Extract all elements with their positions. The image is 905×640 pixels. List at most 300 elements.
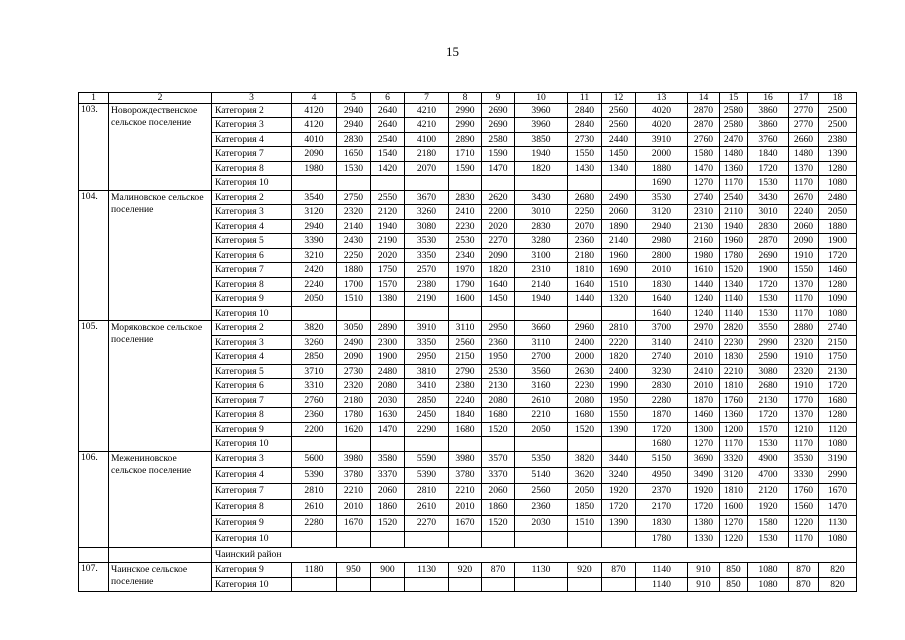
value-cell bbox=[602, 531, 636, 547]
value-cell: 2150 bbox=[819, 335, 857, 350]
value-cell: 1590 bbox=[482, 147, 515, 162]
value-cell: 1720 bbox=[688, 499, 720, 515]
value-cell: 4020 bbox=[636, 118, 688, 133]
value-cell: 3240 bbox=[602, 467, 636, 483]
category-cell: Категория 5 bbox=[212, 234, 292, 249]
value-cell: 1680 bbox=[568, 408, 602, 423]
value-cell: 1520 bbox=[720, 263, 748, 278]
value-cell: 1330 bbox=[688, 531, 720, 547]
value-cell: 2110 bbox=[720, 205, 748, 220]
category-cell: Категория 10 bbox=[212, 437, 292, 452]
category-cell: Категория 2 bbox=[212, 190, 292, 205]
category-cell: Категория 10 bbox=[212, 176, 292, 191]
value-cell: 1080 bbox=[819, 437, 857, 452]
value-cell: 1680 bbox=[819, 393, 857, 408]
value-cell: 1900 bbox=[819, 234, 857, 249]
value-cell: 5150 bbox=[636, 451, 688, 467]
value-cell: 2760 bbox=[292, 393, 337, 408]
value-cell: 2830 bbox=[449, 190, 482, 205]
value-cell: 2670 bbox=[789, 190, 819, 205]
value-cell: 1460 bbox=[688, 408, 720, 423]
value-cell: 3530 bbox=[636, 190, 688, 205]
category-cell: Категория 3 bbox=[212, 335, 292, 350]
value-cell: 2940 bbox=[636, 219, 688, 234]
value-cell: 3350 bbox=[405, 335, 449, 350]
value-cell: 2380 bbox=[819, 132, 857, 147]
value-cell: 2800 bbox=[636, 248, 688, 263]
value-cell: 3850 bbox=[515, 132, 568, 147]
category-cell: Категория 2 bbox=[212, 321, 292, 336]
value-cell: 2850 bbox=[292, 350, 337, 365]
value-cell: 3370 bbox=[482, 467, 515, 483]
value-cell: 1680 bbox=[482, 408, 515, 423]
value-cell: 3980 bbox=[449, 451, 482, 467]
value-cell: 3670 bbox=[405, 190, 449, 205]
value-cell: 5350 bbox=[515, 451, 568, 467]
row-number: 107. bbox=[79, 563, 109, 592]
table-row bbox=[79, 451, 857, 467]
value-cell: 1820 bbox=[602, 350, 636, 365]
value-cell: 2060 bbox=[789, 219, 819, 234]
value-cell: 1980 bbox=[292, 161, 337, 176]
value-cell bbox=[337, 577, 371, 592]
value-cell: 3980 bbox=[337, 451, 371, 467]
value-cell: 2700 bbox=[515, 350, 568, 365]
value-cell bbox=[405, 176, 449, 191]
value-cell: 1270 bbox=[688, 437, 720, 452]
value-cell: 2230 bbox=[449, 219, 482, 234]
value-cell: 1720 bbox=[748, 408, 789, 423]
value-cell: 3530 bbox=[789, 451, 819, 467]
value-cell: 2730 bbox=[337, 364, 371, 379]
value-cell: 1720 bbox=[748, 277, 789, 292]
value-cell: 2590 bbox=[748, 350, 789, 365]
value-cell: 1990 bbox=[602, 379, 636, 394]
value-cell: 2200 bbox=[482, 205, 515, 220]
category-cell: Категория 3 bbox=[212, 451, 292, 467]
value-cell: 1340 bbox=[602, 161, 636, 176]
value-cell: 2560 bbox=[515, 483, 568, 499]
category-cell: Категория 4 bbox=[212, 467, 292, 483]
value-cell: 3820 bbox=[568, 451, 602, 467]
value-cell: 2270 bbox=[405, 515, 449, 531]
value-cell: 1520 bbox=[482, 515, 515, 531]
value-cell: 1520 bbox=[568, 422, 602, 437]
value-cell: 870 bbox=[789, 563, 819, 578]
value-cell: 2570 bbox=[405, 263, 449, 278]
category-cell: Категория 9 bbox=[212, 563, 292, 578]
value-cell: 2210 bbox=[720, 364, 748, 379]
value-cell: 2950 bbox=[405, 350, 449, 365]
value-cell: 4010 bbox=[292, 132, 337, 147]
value-cell: 1910 bbox=[789, 350, 819, 365]
value-cell: 920 bbox=[568, 563, 602, 578]
value-cell: 2760 bbox=[688, 132, 720, 147]
column-header: 4 bbox=[292, 93, 337, 104]
value-cell: 1880 bbox=[636, 161, 688, 176]
value-cell: 2250 bbox=[568, 205, 602, 220]
value-cell bbox=[568, 577, 602, 592]
value-cell: 1370 bbox=[789, 408, 819, 423]
value-cell: 2210 bbox=[515, 408, 568, 423]
value-cell bbox=[568, 306, 602, 321]
value-cell: 1380 bbox=[371, 292, 405, 307]
value-cell: 2980 bbox=[636, 234, 688, 249]
value-cell: 1530 bbox=[748, 292, 789, 307]
value-cell: 2120 bbox=[748, 483, 789, 499]
value-cell: 870 bbox=[602, 563, 636, 578]
value-cell bbox=[405, 577, 449, 592]
value-cell: 3330 bbox=[789, 467, 819, 483]
value-cell: 2560 bbox=[602, 118, 636, 133]
value-cell: 1280 bbox=[819, 161, 857, 176]
value-cell: 3550 bbox=[748, 321, 789, 336]
value-cell: 3910 bbox=[636, 132, 688, 147]
value-cell: 2090 bbox=[482, 248, 515, 263]
value-cell: 1240 bbox=[688, 306, 720, 321]
value-cell bbox=[371, 531, 405, 547]
value-cell: 3490 bbox=[688, 467, 720, 483]
value-cell: 2940 bbox=[337, 118, 371, 133]
column-header: 11 bbox=[568, 93, 602, 104]
value-cell: 2890 bbox=[371, 321, 405, 336]
value-cell: 2150 bbox=[449, 350, 482, 365]
category-cell: Категория 6 bbox=[212, 248, 292, 263]
value-cell: 2830 bbox=[337, 132, 371, 147]
value-cell bbox=[515, 577, 568, 592]
value-cell: 2810 bbox=[405, 483, 449, 499]
value-cell: 1130 bbox=[819, 515, 857, 531]
value-cell: 1720 bbox=[748, 161, 789, 176]
value-cell: 2770 bbox=[789, 118, 819, 133]
value-cell: 3230 bbox=[636, 364, 688, 379]
value-cell bbox=[449, 531, 482, 547]
value-cell: 1170 bbox=[789, 437, 819, 452]
value-cell: 1860 bbox=[482, 499, 515, 515]
value-cell: 2870 bbox=[688, 118, 720, 133]
value-cell: 1830 bbox=[636, 277, 688, 292]
value-cell: 3080 bbox=[405, 219, 449, 234]
value-cell: 3440 bbox=[602, 451, 636, 467]
category-cell: Категория 5 bbox=[212, 364, 292, 379]
value-cell: 1890 bbox=[602, 219, 636, 234]
value-cell: 910 bbox=[688, 563, 720, 578]
settlement-name: Новорождественское сельское поселение bbox=[109, 103, 212, 190]
value-cell: 5390 bbox=[292, 467, 337, 483]
value-cell: 3430 bbox=[515, 190, 568, 205]
value-cell: 1910 bbox=[789, 379, 819, 394]
value-cell: 2010 bbox=[337, 499, 371, 515]
column-header: 12 bbox=[602, 93, 636, 104]
column-header: 7 bbox=[405, 93, 449, 104]
value-cell: 1830 bbox=[636, 515, 688, 531]
value-cell: 2530 bbox=[449, 234, 482, 249]
value-cell: 1880 bbox=[819, 219, 857, 234]
value-cell: 2340 bbox=[449, 248, 482, 263]
value-cell: 2400 bbox=[602, 364, 636, 379]
value-cell: 1170 bbox=[720, 437, 748, 452]
value-cell: 1080 bbox=[819, 176, 857, 191]
value-cell: 3140 bbox=[636, 335, 688, 350]
value-cell: 2240 bbox=[449, 393, 482, 408]
value-cell: 3100 bbox=[515, 248, 568, 263]
value-cell: 3120 bbox=[636, 205, 688, 220]
value-cell: 3700 bbox=[636, 321, 688, 336]
value-cell: 1950 bbox=[482, 350, 515, 365]
settlement-name: Малиновское сельское поселение bbox=[109, 190, 212, 321]
value-cell: 1960 bbox=[720, 234, 748, 249]
value-cell: 2940 bbox=[292, 219, 337, 234]
value-cell: 2020 bbox=[371, 248, 405, 263]
value-cell: 2690 bbox=[748, 248, 789, 263]
value-cell: 1620 bbox=[337, 422, 371, 437]
value-cell: 1810 bbox=[720, 483, 748, 499]
value-cell: 2210 bbox=[449, 483, 482, 499]
table-row bbox=[79, 190, 857, 205]
category-cell: Категория 10 bbox=[212, 306, 292, 321]
value-cell bbox=[371, 306, 405, 321]
value-cell: 2410 bbox=[449, 205, 482, 220]
value-cell: 1570 bbox=[748, 422, 789, 437]
value-cell: 2210 bbox=[337, 483, 371, 499]
value-cell bbox=[482, 176, 515, 191]
value-cell bbox=[568, 176, 602, 191]
value-cell: 2950 bbox=[482, 321, 515, 336]
column-header: 5 bbox=[337, 93, 371, 104]
value-cell: 1420 bbox=[371, 161, 405, 176]
row-number: 105. bbox=[79, 321, 109, 452]
value-cell: 3050 bbox=[337, 321, 371, 336]
value-cell: 2310 bbox=[688, 205, 720, 220]
value-cell: 2020 bbox=[482, 219, 515, 234]
column-header: 6 bbox=[371, 93, 405, 104]
value-cell: 2140 bbox=[337, 219, 371, 234]
value-cell: 1470 bbox=[482, 161, 515, 176]
category-cell: Категория 9 bbox=[212, 292, 292, 307]
value-cell bbox=[405, 531, 449, 547]
value-cell: 4020 bbox=[636, 103, 688, 118]
settlement-name: Чаинское сельское поселение bbox=[109, 563, 212, 592]
value-cell: 1600 bbox=[720, 499, 748, 515]
value-cell: 2500 bbox=[819, 103, 857, 118]
column-header: 2 bbox=[109, 93, 212, 104]
value-cell: 2580 bbox=[720, 118, 748, 133]
value-cell: 2610 bbox=[515, 393, 568, 408]
value-cell: 1540 bbox=[371, 147, 405, 162]
column-header: 18 bbox=[819, 93, 857, 104]
value-cell: 1280 bbox=[819, 277, 857, 292]
value-cell: 1670 bbox=[449, 515, 482, 531]
value-cell: 2620 bbox=[482, 190, 515, 205]
value-cell: 1170 bbox=[789, 292, 819, 307]
value-cell: 1530 bbox=[748, 306, 789, 321]
value-cell: 2320 bbox=[789, 364, 819, 379]
value-cell bbox=[371, 437, 405, 452]
value-cell: 2490 bbox=[337, 335, 371, 350]
value-cell: 870 bbox=[789, 577, 819, 592]
value-cell: 1270 bbox=[688, 176, 720, 191]
value-cell: 2630 bbox=[568, 364, 602, 379]
value-cell: 1920 bbox=[602, 483, 636, 499]
category-cell: Категория 7 bbox=[212, 263, 292, 278]
value-cell: 1170 bbox=[720, 176, 748, 191]
value-cell: 1390 bbox=[602, 515, 636, 531]
value-cell: 2300 bbox=[371, 335, 405, 350]
value-cell: 2580 bbox=[720, 103, 748, 118]
value-cell: 2090 bbox=[337, 350, 371, 365]
value-cell: 2560 bbox=[602, 103, 636, 118]
value-cell: 1780 bbox=[636, 531, 688, 547]
value-cell: 2660 bbox=[789, 132, 819, 147]
value-cell: 1480 bbox=[789, 147, 819, 162]
value-cell: 2320 bbox=[337, 379, 371, 394]
value-cell: 2740 bbox=[819, 321, 857, 336]
value-cell: 1960 bbox=[602, 248, 636, 263]
tariff-table bbox=[78, 92, 857, 592]
value-cell: 1640 bbox=[636, 306, 688, 321]
value-cell: 4120 bbox=[292, 103, 337, 118]
value-cell bbox=[371, 176, 405, 191]
value-cell: 2410 bbox=[688, 335, 720, 350]
value-cell: 2090 bbox=[789, 234, 819, 249]
value-cell: 2480 bbox=[371, 364, 405, 379]
value-cell: 1630 bbox=[371, 408, 405, 423]
value-cell: 1170 bbox=[789, 531, 819, 547]
value-cell: 1210 bbox=[789, 422, 819, 437]
value-cell: 1640 bbox=[568, 277, 602, 292]
value-cell: 1440 bbox=[568, 292, 602, 307]
value-cell: 950 bbox=[337, 563, 371, 578]
value-cell: 2280 bbox=[292, 515, 337, 531]
value-cell: 2610 bbox=[405, 499, 449, 515]
value-cell: 2990 bbox=[819, 467, 857, 483]
category-cell: Категория 9 bbox=[212, 422, 292, 437]
value-cell: 3690 bbox=[688, 451, 720, 467]
value-cell: 3780 bbox=[449, 467, 482, 483]
value-cell: 3580 bbox=[371, 451, 405, 467]
category-cell: Категория 9 bbox=[212, 515, 292, 531]
value-cell: 2190 bbox=[371, 234, 405, 249]
category-cell: Категория 4 bbox=[212, 350, 292, 365]
value-cell: 1900 bbox=[371, 350, 405, 365]
value-cell: 1720 bbox=[636, 422, 688, 437]
column-header: 9 bbox=[482, 93, 515, 104]
value-cell: 1340 bbox=[720, 277, 748, 292]
value-cell: 4900 bbox=[748, 451, 789, 467]
value-cell: 2050 bbox=[292, 292, 337, 307]
value-cell: 2030 bbox=[515, 515, 568, 531]
value-cell: 3190 bbox=[819, 451, 857, 467]
value-cell bbox=[337, 176, 371, 191]
value-cell: 1550 bbox=[568, 147, 602, 162]
value-cell: 5140 bbox=[515, 467, 568, 483]
value-cell: 3310 bbox=[292, 379, 337, 394]
header-row bbox=[79, 93, 857, 104]
value-cell: 2690 bbox=[482, 118, 515, 133]
value-cell: 5590 bbox=[405, 451, 449, 467]
value-cell: 3910 bbox=[405, 321, 449, 336]
value-cell: 3540 bbox=[292, 190, 337, 205]
value-cell: 2470 bbox=[720, 132, 748, 147]
value-cell: 4950 bbox=[636, 467, 688, 483]
value-cell: 870 bbox=[482, 563, 515, 578]
value-cell bbox=[405, 437, 449, 452]
column-header: 1 bbox=[79, 93, 109, 104]
category-cell: Категория 3 bbox=[212, 205, 292, 220]
value-cell: 3110 bbox=[449, 321, 482, 336]
value-cell: 3570 bbox=[482, 451, 515, 467]
value-cell: 1480 bbox=[720, 147, 748, 162]
value-cell: 1220 bbox=[789, 515, 819, 531]
value-cell: 1980 bbox=[688, 248, 720, 263]
value-cell: 1380 bbox=[688, 515, 720, 531]
column-header: 15 bbox=[720, 93, 748, 104]
value-cell: 1720 bbox=[819, 379, 857, 394]
value-cell: 2610 bbox=[292, 499, 337, 515]
value-cell: 1870 bbox=[688, 393, 720, 408]
value-cell: 1690 bbox=[602, 263, 636, 278]
value-cell: 4210 bbox=[405, 118, 449, 133]
value-cell: 2890 bbox=[449, 132, 482, 147]
value-cell: 2360 bbox=[482, 335, 515, 350]
value-cell: 2180 bbox=[405, 147, 449, 162]
value-cell: 1920 bbox=[688, 483, 720, 499]
value-cell: 1680 bbox=[636, 437, 688, 452]
table-row bbox=[79, 103, 857, 118]
value-cell bbox=[371, 577, 405, 592]
value-cell bbox=[602, 577, 636, 592]
value-cell: 1390 bbox=[819, 147, 857, 162]
value-cell: 1870 bbox=[636, 408, 688, 423]
value-cell: 1700 bbox=[337, 277, 371, 292]
value-cell: 1920 bbox=[748, 499, 789, 515]
value-cell: 3260 bbox=[405, 205, 449, 220]
value-cell: 2130 bbox=[688, 219, 720, 234]
value-cell bbox=[292, 306, 337, 321]
value-cell: 1370 bbox=[789, 161, 819, 176]
value-cell: 1860 bbox=[371, 499, 405, 515]
value-cell: 3320 bbox=[720, 451, 748, 467]
value-cell: 2290 bbox=[405, 422, 449, 437]
value-cell: 1840 bbox=[748, 147, 789, 162]
value-cell: 2870 bbox=[748, 234, 789, 249]
value-cell: 820 bbox=[819, 577, 857, 592]
value-cell: 3160 bbox=[515, 379, 568, 394]
value-cell bbox=[515, 306, 568, 321]
value-cell: 2360 bbox=[515, 499, 568, 515]
value-cell: 1550 bbox=[602, 408, 636, 423]
category-cell: Категория 10 bbox=[212, 531, 292, 547]
value-cell: 1170 bbox=[789, 176, 819, 191]
value-cell: 2070 bbox=[568, 219, 602, 234]
value-cell: 1140 bbox=[720, 292, 748, 307]
value-cell: 2140 bbox=[515, 277, 568, 292]
value-cell: 1810 bbox=[720, 379, 748, 394]
category-cell: Категория 7 bbox=[212, 483, 292, 499]
value-cell: 2420 bbox=[292, 263, 337, 278]
value-cell: 2840 bbox=[568, 118, 602, 133]
category-cell: Категория 4 bbox=[212, 132, 292, 147]
value-cell: 2120 bbox=[371, 205, 405, 220]
value-cell: 1760 bbox=[720, 393, 748, 408]
value-cell: 1170 bbox=[789, 306, 819, 321]
value-cell: 3280 bbox=[515, 234, 568, 249]
value-cell: 2680 bbox=[568, 190, 602, 205]
value-cell: 2640 bbox=[371, 118, 405, 133]
value-cell: 1470 bbox=[688, 161, 720, 176]
value-cell: 1910 bbox=[789, 248, 819, 263]
value-cell bbox=[405, 306, 449, 321]
